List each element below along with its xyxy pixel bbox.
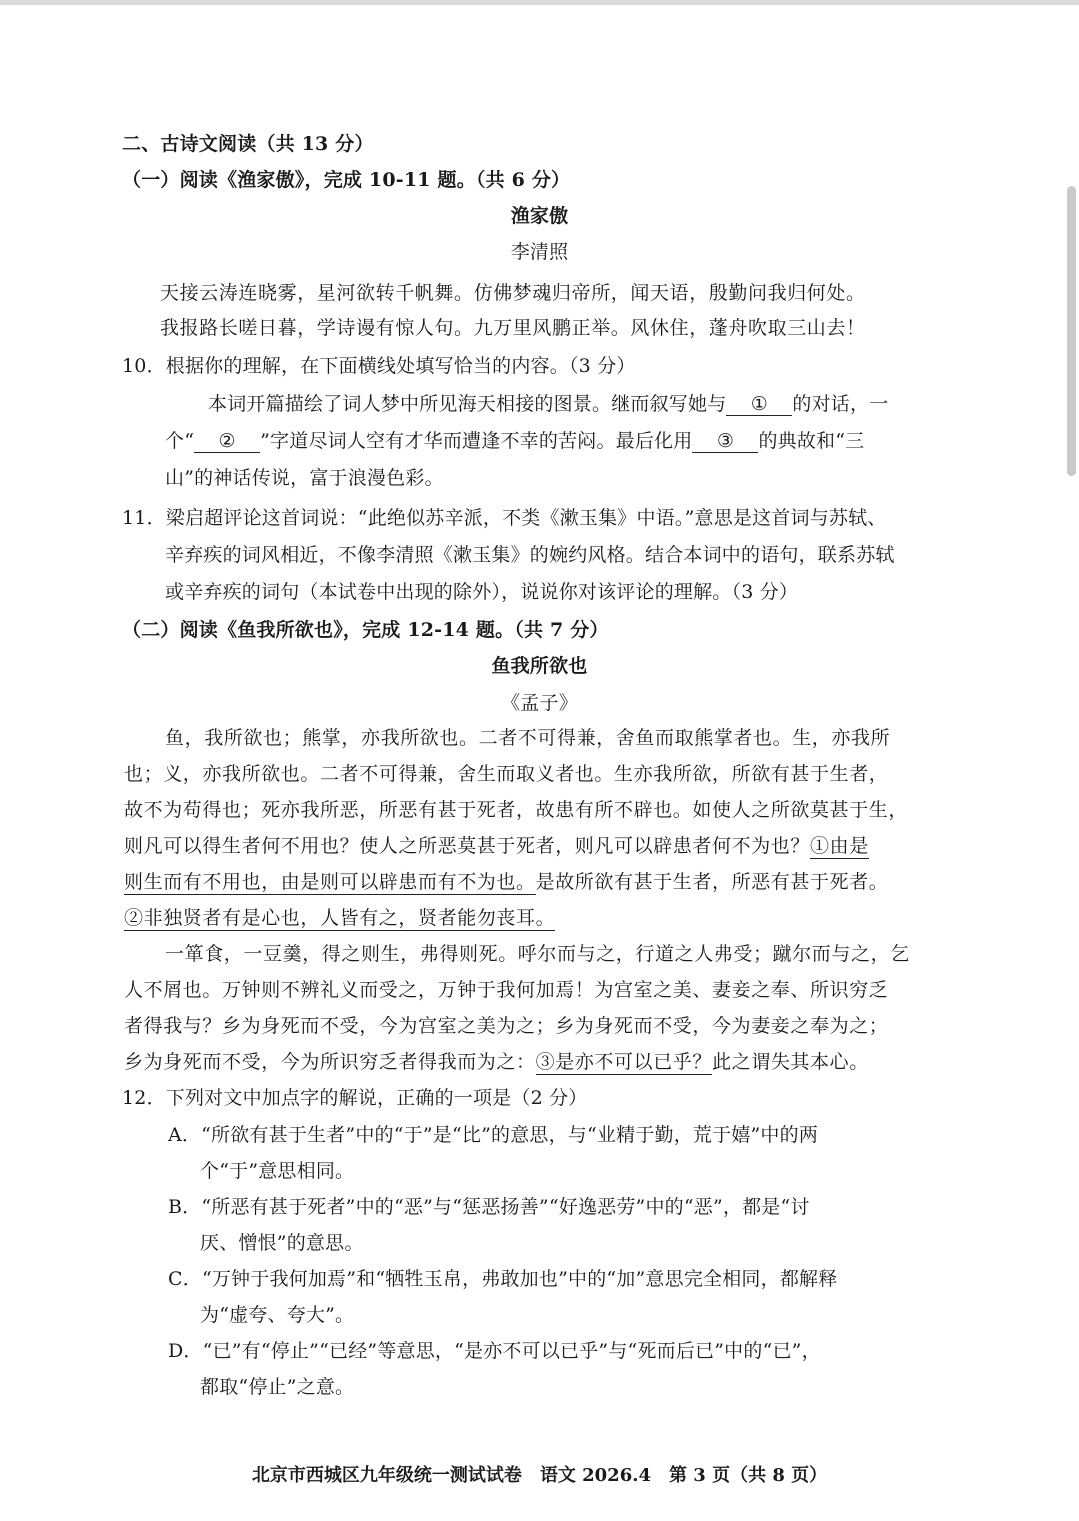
poem-line-1: 天接云涛连晓雾，星河欲转千帆舞。仿佛梦魂归帝所，闻天语，殷勤问我归何处。 xyxy=(160,282,866,304)
underlined-sentence-3: ③是亦不可以已乎？ xyxy=(535,1051,713,1073)
option-a: A．“所欲有甚于生者”中的“于”是“比”的意思，与“业精于勤，荒于嬉”中的两 xyxy=(168,1124,819,1146)
top-bar xyxy=(0,0,1079,5)
question-10-stem: 10．根据你的理解，在下面横线处填写恰当的内容。（3 分） xyxy=(122,355,636,377)
blank-2: ② xyxy=(194,430,260,453)
passage-text: 此之谓失其本心。 xyxy=(712,1051,869,1073)
poem-line-2: 我报路长嗟日暮，学诗谩有惊人句。九万里风鹏正举。风休住，蓬舟吹取三山去！ xyxy=(160,317,866,339)
passage-line: 鱼，我所欲也；熊掌，亦我所欲也。二者不可得兼，舍鱼而取熊掌者也。生，亦我所 xyxy=(165,727,891,749)
q10-text: 本词开篇描绘了词人梦中所见海天相接的图景。继而叙写她与 xyxy=(208,393,727,415)
passage-line: 也；义，亦我所欲也。二者不可得兼，舍生而取义者也。生亦我所欲，所欲有甚于生者， xyxy=(124,763,889,785)
part1-heading: （一）阅读《渔家傲》，完成 10-11 题。（共 6 分） xyxy=(122,169,571,191)
option-b: B．“所恶有甚于死者”中的“恶”与“惩恶扬善”“好逸恶劳”中的“恶”，都是“讨 xyxy=(168,1196,810,1218)
passage-line xyxy=(124,905,555,931)
underlined-sentence-1: ①由是 xyxy=(810,835,869,857)
passage-line: 一箪食，一豆羹，得之则生，弗得则死。呼尔而与之，行道之人弗受；蹴尔而与之，乞 xyxy=(165,943,910,965)
option-d-cont: 都取“停止”之意。 xyxy=(200,1376,355,1398)
passage-line xyxy=(124,833,869,859)
question-12-stem: 12．下列对文中加点字的解说，正确的一项是（2 分） xyxy=(122,1087,588,1109)
blank-1: ① xyxy=(726,393,792,416)
q10-text: 的典故和“三 xyxy=(758,430,865,452)
passage-title: 鱼我所欲也 xyxy=(491,655,588,677)
q10-text: ”字道尽词人空有才华而遭逢不幸的苦闷。最后化用 xyxy=(260,430,693,452)
passage-line xyxy=(124,869,888,895)
passage-text: 则凡可以得生者何不用也？使人之所恶莫甚于死者，则凡可以辟患者何不为也？ xyxy=(124,835,811,857)
q10-text: 个“ xyxy=(165,430,195,452)
question-10-line-3: 山”的神话传说，富于浪漫色彩。 xyxy=(165,467,444,489)
option-c-cont: 为“虚夸、夸大”。 xyxy=(200,1304,355,1326)
part2-heading: （二）阅读《鱼我所欲也》，完成 12-14 题。（共 7 分） xyxy=(122,619,609,641)
page-footer: 北京市西城区九年级统一测试试卷 语文 2026.4 第 3 页（共 8 页） xyxy=(251,1465,828,1486)
section-title: 二、古诗文阅读（共 13 分） xyxy=(122,133,374,155)
option-d: D．“已”有“停止”“已经”等意思，“是亦不可以已乎”与“死而后已”中的“已”， xyxy=(168,1340,821,1362)
passage-line: 者得我与？乡为身死而不受，今为宫室之美为之；乡为身死而不受，今为妻妾之奉为之； xyxy=(124,1015,889,1037)
option-c: C．“万钟于我何加焉”和“牺牲玉帛，弗敢加也”中的“加”意思完全相同，都解释 xyxy=(168,1268,838,1290)
underlined-sentence-1: 则生而有不用也，由是则可以辟患而有不为也。 xyxy=(124,871,536,893)
question-10-line-1 xyxy=(208,391,888,417)
scrollbar-thumb[interactable] xyxy=(1067,186,1076,476)
blank-3: ③ xyxy=(692,430,758,453)
passage-line: 故不为苟得也；死亦我所恶，所恶有甚于死者，故患有所不辟也。如使人之所欲莫甚于生， xyxy=(124,799,909,821)
option-a-cont: 个“于”意思相同。 xyxy=(200,1160,355,1182)
passage-line xyxy=(124,1049,869,1075)
question-11-line-3: 或辛弃疾的词句（本试卷中出现的除外），说说你对该评论的理解。（3 分） xyxy=(165,581,799,603)
passage-text: 乡为身死而不受，今为所识穷乏者得我而为之： xyxy=(124,1051,536,1073)
poem-author: 李清照 xyxy=(510,241,569,263)
option-b-cont: 厌、憎恨”的意思。 xyxy=(200,1232,364,1254)
poem-title: 渔家傲 xyxy=(510,205,569,227)
passage-line: 人不屑也。万钟则不辨礼义而受之，万钟于我何加焉！为宫室之美、妻妾之奉、所识穷乏 xyxy=(124,979,889,1001)
underlined-sentence-2: ②非独贤者有是心也，人皆有之，贤者能勿丧耳。 xyxy=(124,907,556,929)
question-11-line-1: 11．梁启超评论这首词说：“此绝似苏辛派，不类《漱玉集》中语。”意思是这首词与苏轼、 xyxy=(122,507,887,529)
question-11-line-2: 辛弃疾的词风相近，不像李清照《漱玉集》的婉约风格。结合本词中的语句，联系苏轼 xyxy=(165,544,895,566)
passage-source: 《孟子》 xyxy=(501,692,578,714)
question-10-line-2 xyxy=(165,428,864,454)
passage-text: 是故所欲有甚于生者，所恶有甚于死者。 xyxy=(535,871,889,893)
q10-text: 的对话，一 xyxy=(792,393,889,415)
